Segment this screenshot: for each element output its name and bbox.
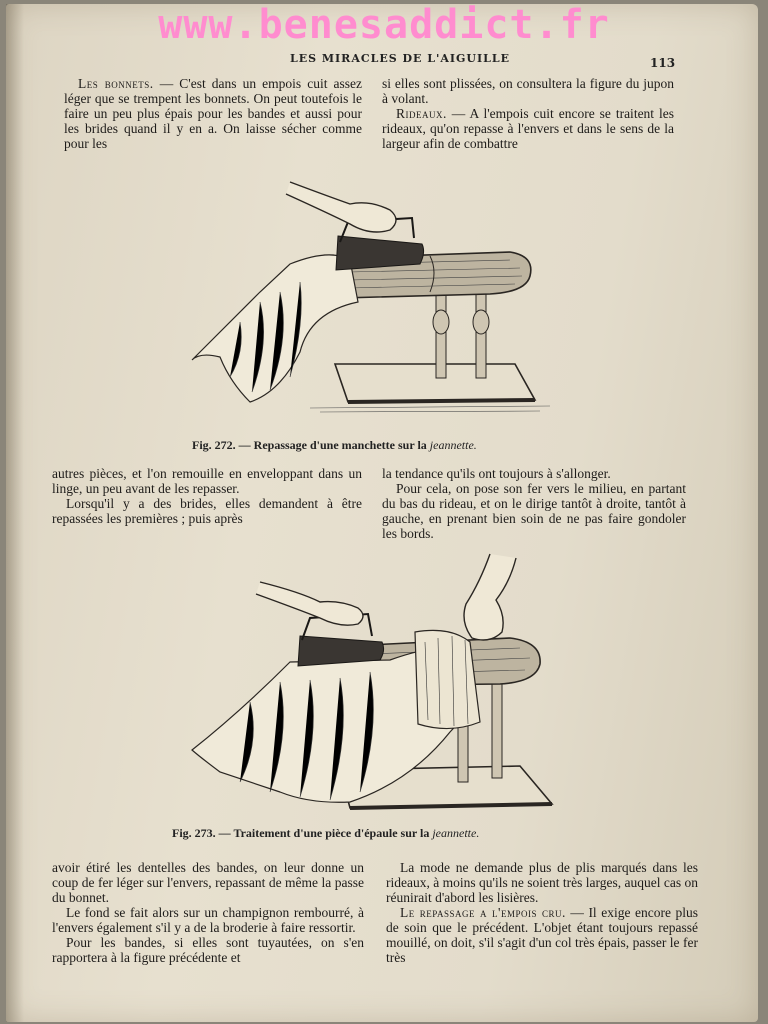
text-block-middle-right (382, 466, 686, 541)
text-block-top-left (64, 76, 362, 151)
figure-272-caption (192, 438, 477, 453)
paragraph: avoir étiré les dentelles des bandes, on leur donne un coup de fer léger sur l'envers, repassant de même la passe du bonnet. (52, 860, 364, 905)
paragraph: si elles sont plissées, on consultera la figure du jupon à volant. (382, 76, 674, 106)
text-block-middle-left (52, 466, 362, 526)
text-block-top-right (382, 76, 674, 151)
text-block-bottom-right (386, 860, 698, 965)
figure-number: Fig. 273. (172, 826, 216, 840)
caption-text: — Repassage d'une manchette sur la (235, 438, 430, 452)
caption-italic: jeannette. (429, 438, 477, 452)
section-heading-empois-cru: Le repassage a l'empois cru. (400, 905, 566, 920)
figure-273-illustration (190, 552, 560, 818)
figure-272-illustration (190, 152, 560, 420)
paragraph: Lorsqu'il y a des brides, elles demandent à être repassées les premières ; puis après (52, 496, 362, 526)
page-number: 113 (650, 56, 676, 70)
watermark: www.benesaddict.fr (158, 2, 610, 48)
paragraph: Pour cela, on pose son fer vers le milieu, en partant du bas du rideau, et on le dirige tantôt à droite, tantôt à gauche, en prenant bien soin de ne pas faire gondoler les bords. (382, 481, 686, 541)
caption-text: — Traitement d'une pièce d'épaule sur la (215, 826, 433, 840)
paragraph: Pour les bandes, si elles sont tuyautées, on s'en rapportera à la figure précédente et (52, 935, 364, 965)
running-header: LES MIRACLES DE L'AIGUILLE (289, 52, 511, 65)
paragraph: autres pièces, et l'on remouille en enveloppant dans un linge, un peu avant de les repasser. (52, 466, 362, 496)
section-heading-bonnets: Les bonnets. (78, 76, 154, 91)
section-heading-rideaux: Rideaux. (396, 106, 447, 121)
text-block-bottom-left (52, 860, 364, 965)
paragraph: la tendance qu'ils ont toujours à s'allonger. (382, 466, 611, 481)
paragraph: — C'est dans un empois cuit assez léger que se trempent les bonnets. On peut toutefois le faire un peu plus épais pour les bandes et aussi pour les brides quand il y en a. On laisse sécher comme pour les (64, 76, 362, 151)
paragraph: — A l'empois cuit encore se traitent les rideaux, qu'on repasse à l'envers et dans le sens de la largeur afin de combattre (382, 106, 674, 151)
paragraph: La mode ne demande plus de plis marqués dans les rideaux, à moins qu'ils ne soient très larges, auquel cas on réunirait d'abord les lisières. (386, 860, 698, 905)
caption-italic: jeannette. (432, 826, 480, 840)
page-spine-shadow (6, 4, 24, 1022)
paragraph: — Il exige encore plus de soin que le précédent. L'objet étant toujours repassé mouillé, on doit, s'il s'agit d'un col très épais, passer le fer très (386, 905, 698, 965)
figure-273-caption (172, 826, 479, 841)
paragraph: Le fond se fait alors sur un champignon rembourré, à l'envers également s'il y a de la broderie à faire ressortir. (52, 905, 364, 935)
figure-number: Fig. 272. (192, 438, 236, 452)
